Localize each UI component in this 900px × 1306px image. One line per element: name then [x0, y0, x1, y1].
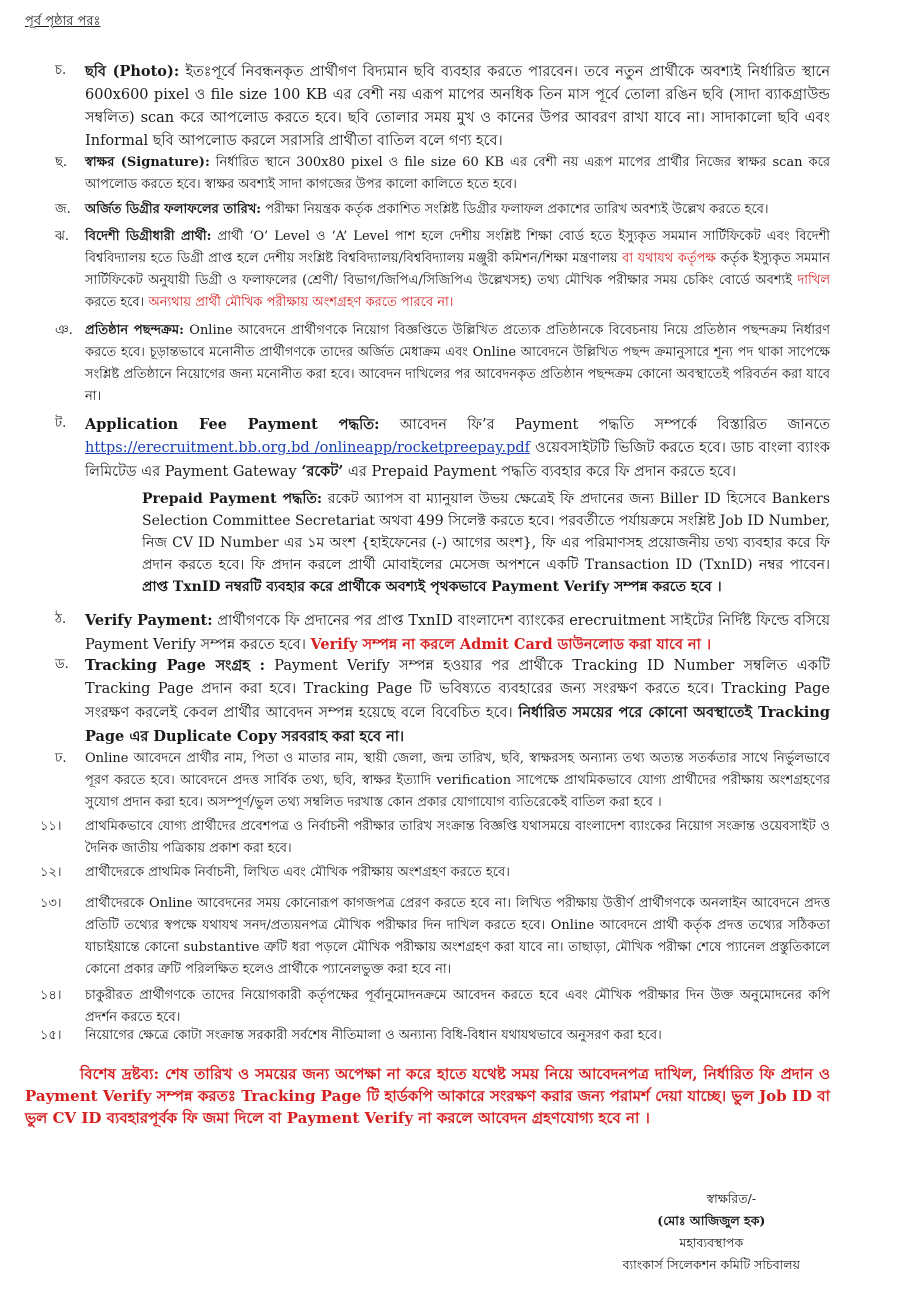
item-signature [55, 152, 830, 196]
item-marker: ১২। [40, 865, 62, 880]
item-tracking-page [55, 654, 830, 749]
item-title: Application Fee Payment পদ্ধতি: [85, 416, 380, 433]
item-title: প্রতিষ্ঠান পছন্দক্রম: [85, 323, 184, 338]
item-marker: ১৫। [40, 1028, 62, 1043]
numbered-item-12 [40, 862, 830, 884]
item-highlight: বা যথাযথ কর্তৃপক্ষ [622, 251, 716, 266]
item-text: চাকুরীরত প্রার্থীগণকে তাদের নিয়োগকারী কর্তৃপক্ষের পূর্বানুমোদনক্রমে আবেদন করতে হবে এবং মৌখিক পরীক্ষার দিন উক্ত অনুমোদনের কপি প্রদর্শন করতে হবে। [85, 988, 830, 1025]
item-marker: চ. [55, 63, 67, 78]
numbered-item-13 [40, 893, 830, 981]
item-marker: ১৩। [40, 896, 62, 911]
signatory-designation: মহাব্যবস্থাপক [679, 1235, 744, 1250]
item-title: ছবি (Photo): [85, 63, 180, 80]
item-marker: ১১। [40, 819, 62, 834]
signed-label: স্বাক্ষরিত/- [706, 1191, 757, 1206]
item-text: Online আবেদনে প্রার্থীগণকে নিয়োগ বিজ্ঞপ্তিতে উল্লিখিত প্রত্যেক প্রতিষ্ঠানকে বিবেচনায় নিয়ে প্রতিষ্ঠান পছন্দক্রম নির্ধারণ করতে হবে। চূড়ান্তভাবে মনোনীত প্রার্থীগণকে তাদের অর্জিত মেধাক্রম এবং Online আবেদনে উল্লিখিত পছন্দ ক্রমানুসারে শূন্য পদ থাকা সাপেক্ষে সংশ্লিষ্ট প্রতিষ্ঠানে নিয়োগের জন্য মনোনীত করা হবে। আবেদন দাখিলের পর আবেদনকৃত প্রতিষ্ঠান পছন্দক্রম কোনো অবস্থাতেই পরিবর্তন করা যাবে না। [85, 323, 830, 404]
item-text: করতে হবে। [85, 295, 145, 310]
item-bold: ‘রকেট’ [301, 463, 344, 480]
item-title: অর্জিত ডিগ্রীর ফলাফলের তারিখ: [85, 202, 262, 217]
item-warning: অন্যথায় প্রার্থী মৌখিক পরীক্ষায় অংশগ্রহণ করতে পারবে না। [148, 295, 454, 310]
item-title: Tracking Page সংগ্রহ : [85, 657, 265, 674]
item-bold: নির্ধারিত সময়ের পরে কোনো অবস্থাতেই Tracking Page এর Duplicate Copy সরবরাহ করা হবে না। [85, 704, 830, 745]
item-text: পরীক্ষা নিয়ন্ত্রক কর্তৃক প্রকাশিত সংশ্লিষ্ট ডিগ্রীর ফলাফল প্রকাশের তারিখ অবশ্যই উল্লেখ করতে হবে। [265, 202, 769, 217]
item-text: কর্তৃক ইস্যুকৃত সমমান সার্টিফিকেট অনুযায়ী ডিগ্রী ও ফলাফলের (শ্রেণী/ বিভাগ/জিপিএ/সিজিপিএ উল্লেখসহ) তথ্য মৌখিক পরীক্ষার সময় চেকিং বোর্ডে অবশ্যই [85, 251, 831, 288]
item-text: ওয়েবসাইটটি ভিজিট করতে হবে। ডাচ বাংলা ব্যাংক লিমিটেড এর Payment Gateway [85, 440, 830, 480]
numbered-item-14 [40, 985, 830, 1029]
item-title: স্বাক্ষর (Signature): [85, 155, 210, 170]
special-note: বিশেষ দ্রষ্টব্য: শেষ তারিখ ও সময়ের জন্য অপেক্ষা না করে হাতে যথেষ্ট সময় নিয়ে আবেদনপত্র দাখিল, নির্ধারিত ফি প্রদান ও Payment Verify সম্পন্ন করতঃ Tracking Page টি হার্ডকপি আকারে সংরক্ষণ করার জন্য পরামর্শ দেয়া যাচ্ছে। ভুল Job ID বা ভুল CV ID ব্যবহারপূর্বক ফি জমা দিলে বা Payment Verify না করলে আবেদন গ্রহণযোগ্য হবে না । [25, 1065, 830, 1127]
item-text: প্রার্থীগণকে ফি প্রদানের পর প্রাপ্ত TxnID বাংলাদেশ ব্যাংকের erecruitment সাইটের নির্দিষ্ট ফিল্ডে বসিয়ে Payment Verify সম্পন্ন করতে হবে। [85, 613, 831, 653]
item-text: প্রার্থী ‘O’ Level ও ‘A’ Level পাশ হলে দেশীয় সংশ্লিষ্ট শিক্ষা বোর্ড হতে ইস্যুকৃত সমমান সার্টিফিকেট এবং বিদেশী বিশ্ববিদ্যালয় হতে ডিগ্রী প্রাপ্ত হলে দেশীয় সংশ্লিষ্ট বিশ্ববিদ্যালয়/বিশ্ববিদ্যালয় মঞ্জুরী কমিশন/শিক্ষা মন্ত্রণালয় [85, 229, 830, 266]
item-title: Verify Payment: [85, 612, 213, 629]
item-text: নিয়োগের ক্ষেত্রে কোটা সংক্রান্ত সরকারী সর্বশেষ নীতিমালা ও অন্যান্য বিধি-বিধান যথাযথভাবে অনুসরণ করা হবে। [85, 1028, 662, 1043]
item-photo [55, 60, 830, 153]
prepaid-title: Prepaid Payment পদ্ধতি: [142, 491, 323, 507]
prepaid-text: রকেট অ্যাপস বা ম্যানুয়াল উভয় ক্ষেত্রেই ফি প্রদানের জন্য Biller ID হিসেবে Bankers Selection Committee Secretariat অথবা 499 সিলেক্ট করতে হবে। পরবর্তীতে পর্যায়ক্রমে সংশ্লিষ্ট Job ID Number, নিজ CV ID Number এর ১ম অংশ {হাইফেনের (-) আগের অংশ}, ফি এর পরিমাণসহ প্রয়োজনীয় তথ্য ব্যবহার করে ফি প্রদান করতে হবে। ফি প্রদান করলে প্রার্থী মোবাইলের মেসেজ অপশনে একটি Transaction ID (TxnID) নম্বর পাবেন। [142, 491, 831, 573]
item-text: আবেদন ফি’র Payment পদ্ধতি সম্পর্কে বিস্তারিত জানতে [399, 417, 830, 433]
signatory-office: ব্যাংকার্স সিলেকশন কমিটি সচিবালয় [622, 1257, 800, 1272]
item-text: প্রাথমিকভাবে যোগ্য প্রার্থীদের প্রবেশপত্র ও নির্বাচনী পরীক্ষার তারিখ সংক্রান্ত বিজ্ঞপ্তি যথাসময়ে বাংলাদেশ ব্যাংকের নিয়োগ সংক্রান্ত ওয়েবসাইট ও দৈনিক জাতীয় পত্রিকায় প্রকাশ করা হবে। [85, 819, 830, 856]
item-institution-preference [55, 320, 830, 408]
prepaid-payment-block [142, 488, 830, 598]
item-highlight: দাখিল [797, 273, 831, 288]
payment-guide-link[interactable]: https://erecruitment.bb.org.bd /onlineapp/rocketpreepay.pdf [85, 440, 531, 456]
item-marker: ১৪। [40, 988, 62, 1003]
item-text: Online আবেদনে প্রার্থীর নাম, পিতা ও মাতার নাম, স্থায়ী জেলা, জন্ম তারিখ, ছবি, স্বাক্ষরসহ অন্যান্য তথ্য অত্যন্ত সতর্কতার সাথে নির্ভুলভাবে পূরণ করতে হবে। আবেদনে প্রদত্ত সার্বিক তথ্য, ছবি, স্বাক্ষর ইত্যাদি verification সাপেক্ষে প্রাথমিকভাবে যোগ্য প্রার্থীদের পরীক্ষায় অংশগ্রহণের সুযোগ প্রদান করা হবে। অসম্পূর্ণ/ভুল তথ্য সম্বলিত দরখাস্ত কোন প্রকার যোগাযোগ ব্যতিরেকেই বাতিল করা হবে । [85, 751, 830, 810]
numbered-item-15 [40, 1025, 830, 1047]
signature-block [623, 1188, 800, 1276]
item-marker: ঞ. [55, 323, 73, 338]
item-text: ইতঃপূর্বে নিবন্ধনকৃত প্রার্থীগণ বিদ্যমান ছবি ব্যবহার করতে পারবেন। তবে নতুন প্রার্থীকে অবশ্যই নির্ধারিত স্থানে 600x600 pixel ও file size 100 KB এর বেশী নয় এরূপ মাপের অনধিক তিন মাস পূর্বে তোলা রঙিন ছবি (সাদা ব্যাকগ্রাউন্ড সম্বলিত) scan করে আপলোড করতে হবে। ছবি তোলার সময় মুখ ও কানের উপর আবরণ রাখা যাবে না। সাদাকালো ছবি এবং Informal ছবি আপলোড করলে সরাসরি প্রার্থীতা বাতিল বলে গণ্য হবে। [85, 64, 831, 149]
item-fee-payment [55, 413, 830, 484]
item-result-date [55, 199, 830, 221]
item-text: এর Prepaid Payment পদ্ধতি ব্যবহার করে ফি প্রদান করতে হবে। [347, 464, 737, 480]
item-verify-payment [55, 609, 830, 657]
item-text: নির্ধারিত স্থানে 300x80 pixel ও file size 60 KB এর বেশী নয় এরূপ মাপের প্রার্থীর নিজের স্বাক্ষর scan করে আপলোড করতে হবে। স্বাক্ষর অবশ্যই সাদা কাগজের উপর কালো কালিতে হতে হবে। [85, 155, 831, 192]
signatory-name: (মোঃ আজিজুল হক) [657, 1213, 766, 1228]
item-marker: জ. [55, 202, 71, 217]
item-text: Payment Verify সম্পন্ন হওয়ার পর প্রার্থীকে Tracking ID Number সম্বলিত একটি Tracking Page প্রদান করা হবে। Tracking Page টি ভবিষ্যতে ব্যবহারের জন্য সংরক্ষণ করতে হবে। Tracking Page সংরক্ষণ করলেই কেবল প্রার্থীর আবেদন সম্পন্ন হয়েছে বলে বিবেচিত হবে। [85, 658, 830, 721]
item-text: প্রার্থীদেরকে প্রাথমিক নির্বাচনী, লিখিত এবং মৌখিক পরীক্ষায় অংশগ্রহণ করতে হবে। [85, 865, 510, 880]
numbered-item-11 [40, 816, 830, 860]
item-marker: ঠ. [55, 612, 67, 627]
item-foreign-degree [55, 226, 830, 314]
item-marker: ঢ. [55, 751, 67, 766]
prepaid-bold: প্রাপ্ত TxnID নম্বরটি ব্যবহার করে প্রার্থীকে অবশ্যই পৃথকভাবে Payment Verify সম্পন্ন করতে হবে । [142, 579, 722, 595]
item-marker: ড. [55, 657, 69, 672]
item-marker: ছ. [55, 155, 68, 170]
item-marker: ঝ. [55, 229, 69, 244]
item-title: বিদেশী ডিগ্রীধারী প্রার্থী: [85, 229, 212, 244]
continued-header: পূর্ব পৃষ্ঠার পরঃ [25, 14, 101, 29]
item-text: প্রার্থীদেরকে Online আবেদনের সময় কোনোরূপ কাগজপত্র প্রেরণ করতে হবে না। লিখিত পরীক্ষায় উত্তীর্ণ প্রার্থীগণকে অনলাইন আবেদনে প্রদত্ত প্রতিটি তথ্যের স্বপক্ষে যথাযথ সনদ/প্রত্যয়নপত্র মৌখিক পরীক্ষার দিন দাখিল করতে হবে। Online আবেদনে প্রার্থী কর্তৃক প্রদত্ত তথ্যের সঠিকতা যাচাইয়ান্তে কোনো substantive ত্রুটি ধরা পড়লে মৌখিক পরীক্ষায় অংশগ্রহণ করা যাবে না। তাছাড়া, মৌখিক পরীক্ষা শেষে প্যানেল প্রস্তুতিকালে কোনো প্রকার ত্রুটি পরিলক্ষিত হলেও প্রার্থীকে প্যানেলভুক্ত করা হবে না। [85, 896, 830, 977]
item-online-accuracy [55, 748, 830, 814]
item-marker: ট. [55, 416, 67, 431]
item-warning: Verify সম্পন্ন না করলে Admit Card ডাউনলোড করা যাবে না । [310, 636, 712, 653]
